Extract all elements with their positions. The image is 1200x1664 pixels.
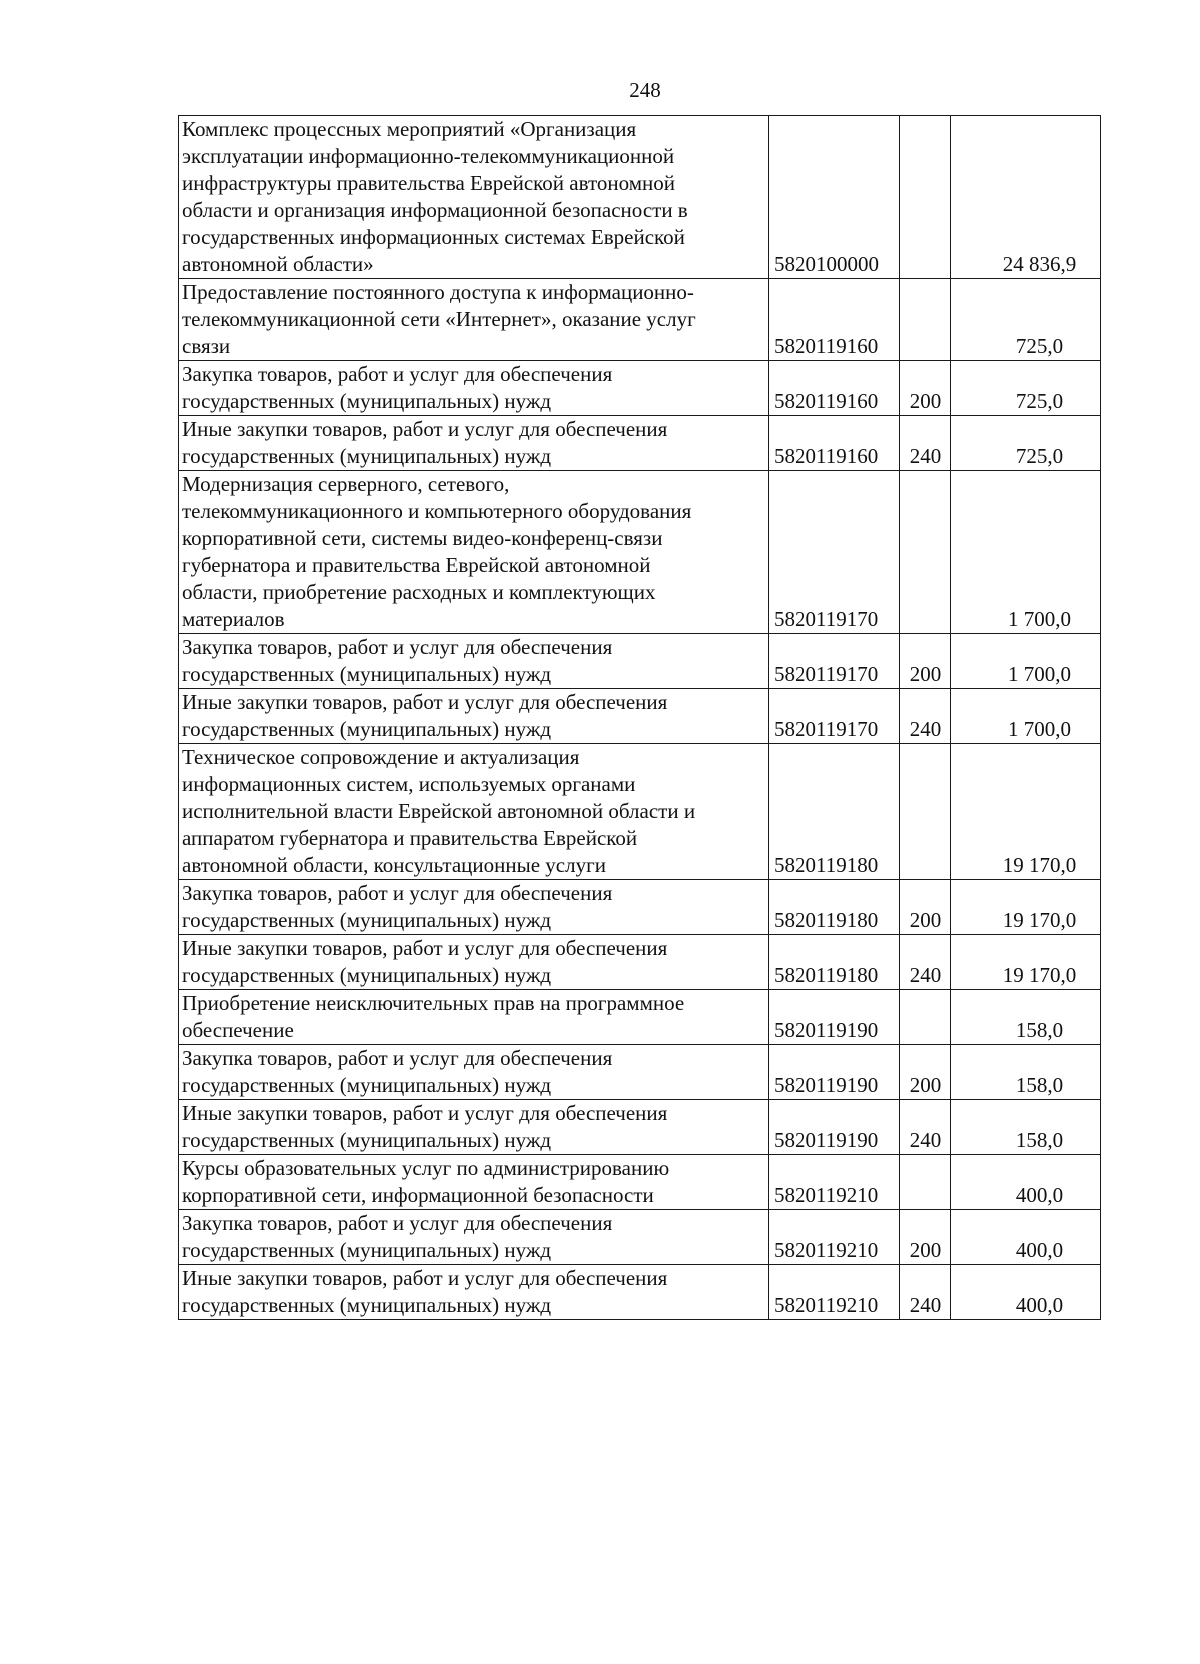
amount-cell: 400,0 (951, 1155, 1101, 1210)
row-description (179, 744, 769, 880)
target-code-cell: 5820119190 (769, 1100, 900, 1155)
row-description (179, 471, 769, 634)
amount-cell: 1 700,0 (951, 471, 1101, 634)
table-row (179, 634, 1101, 689)
table-row (179, 1265, 1101, 1320)
description-line: Иные закупки товаров, работ и услуг для обеспечения (182, 417, 668, 441)
table-row (179, 361, 1101, 416)
description-line: информационных систем, используемых органами (182, 772, 636, 796)
table-row (179, 1155, 1101, 1210)
row-description (179, 1100, 769, 1155)
description-line: исполнительной власти Еврейской автономной области и (182, 799, 696, 823)
target-code-cell: 5820119210 (769, 1210, 900, 1265)
description-line: Курсы образовательных услуг по администрированию (182, 1156, 670, 1180)
description-line: телекоммуникационной сети «Интернет», оказание услуг (182, 307, 696, 331)
table-row (179, 471, 1101, 634)
amount-cell: 158,0 (951, 1045, 1101, 1100)
description-line: государственных (муниципальных) нужд (182, 1128, 552, 1152)
table-row (179, 116, 1101, 279)
expense-type-cell: 200 (900, 1045, 951, 1100)
table-row (179, 689, 1101, 744)
row-description (179, 880, 769, 935)
description-line: Иные закупки товаров, работ и услуг для обеспечения (182, 1266, 668, 1290)
page-number: 248 (629, 78, 661, 102)
amount-cell: 725,0 (951, 361, 1101, 416)
description-line: инфраструктуры правительства Еврейской автономной (182, 171, 676, 195)
description-line: области и организация информационной безопасности в (182, 198, 688, 222)
description-line: Закупка товаров, работ и услуг для обеспечения (182, 1046, 613, 1070)
description-line: государственных (муниципальных) нужд (182, 662, 552, 686)
description-line: телекоммуникационного и компьютерного оборудования (182, 499, 692, 523)
table-row (179, 744, 1101, 880)
expense-type-cell (900, 279, 951, 361)
description-line: корпоративной сети, системы видео-конференц-связи (182, 526, 663, 550)
target-code-cell: 5820119180 (769, 880, 900, 935)
amount-cell: 1 700,0 (951, 634, 1101, 689)
description-line: автономной области» (182, 252, 374, 276)
amount-cell: 19 170,0 (951, 935, 1101, 990)
row-description (179, 116, 769, 279)
description-line: области, приобретение расходных и комплектующих (182, 580, 656, 604)
description-line: губернатора и правительства Еврейской автономной (182, 553, 651, 577)
description-line: обеспечение (182, 1018, 294, 1042)
table-row (179, 416, 1101, 471)
target-code-cell: 5820119180 (769, 935, 900, 990)
expense-type-cell: 240 (900, 1265, 951, 1320)
expense-type-cell: 200 (900, 880, 951, 935)
target-code-cell: 5820119170 (769, 471, 900, 634)
description-line: Приобретение неисключительных прав на программное (182, 991, 685, 1015)
amount-cell: 400,0 (951, 1210, 1101, 1265)
target-code-cell: 5820119180 (769, 744, 900, 880)
amount-cell: 725,0 (951, 416, 1101, 471)
description-line: Закупка товаров, работ и услуг для обеспечения (182, 881, 613, 905)
description-line: государственных (муниципальных) нужд (182, 908, 552, 932)
target-code-cell: 5820119210 (769, 1265, 900, 1320)
amount-cell: 400,0 (951, 1265, 1101, 1320)
target-code-cell: 5820119160 (769, 279, 900, 361)
description-line: Иные закупки товаров, работ и услуг для обеспечения (182, 936, 668, 960)
target-code-cell: 5820119190 (769, 1045, 900, 1100)
description-line: корпоративной сети, информационной безопасности (182, 1183, 654, 1207)
row-description (179, 634, 769, 689)
description-line: государственных (муниципальных) нужд (182, 1073, 552, 1097)
description-line: материалов (182, 607, 285, 631)
description-line: государственных (муниципальных) нужд (182, 1238, 552, 1262)
description-line: Техническое сопровождение и актуализация (182, 745, 580, 769)
row-description (179, 1265, 769, 1320)
expense-type-cell: 200 (900, 1210, 951, 1265)
target-code-cell: 5820119170 (769, 634, 900, 689)
description-line: государственных (муниципальных) нужд (182, 389, 552, 413)
description-line: Модернизация серверного, сетевого, (182, 472, 510, 496)
amount-cell: 158,0 (951, 1100, 1101, 1155)
expense-type-cell: 240 (900, 935, 951, 990)
description-line: государственных информационных системах Еврейской (182, 225, 685, 249)
description-line: государственных (муниципальных) нужд (182, 444, 552, 468)
expense-type-cell (900, 116, 951, 279)
expense-type-cell (900, 1155, 951, 1210)
amount-cell: 19 170,0 (951, 744, 1101, 880)
description-line: государственных (муниципальных) нужд (182, 717, 552, 741)
expense-type-cell: 200 (900, 361, 951, 416)
description-line: Закупка товаров, работ и услуг для обеспечения (182, 1211, 613, 1235)
row-description (179, 990, 769, 1045)
row-description (179, 689, 769, 744)
expense-type-cell: 240 (900, 416, 951, 471)
amount-cell: 158,0 (951, 990, 1101, 1045)
description-line: эксплуатации информационно-телекоммуникационной (182, 144, 675, 168)
table-body (179, 116, 1101, 1320)
description-line: связи (182, 334, 231, 358)
expense-type-cell: 240 (900, 689, 951, 744)
target-code-cell: 5820119170 (769, 689, 900, 744)
row-description (179, 279, 769, 361)
table-row (179, 279, 1101, 361)
description-line: аппаратом губернатора и правительства Еврейской (182, 826, 638, 850)
target-code-cell: 5820100000 (769, 116, 900, 279)
amount-cell: 725,0 (951, 279, 1101, 361)
row-description (179, 1155, 769, 1210)
description-line: Комплекс процессных мероприятий «Организация (182, 117, 637, 141)
table-row (179, 1045, 1101, 1100)
target-code-cell: 5820119210 (769, 1155, 900, 1210)
description-line: Предоставление постоянного доступа к информационно- (182, 280, 694, 304)
target-code-cell: 5820119160 (769, 416, 900, 471)
amount-cell: 24 836,9 (951, 116, 1101, 279)
expense-type-cell: 200 (900, 634, 951, 689)
expense-type-cell (900, 744, 951, 880)
amount-cell: 19 170,0 (951, 880, 1101, 935)
table-row (179, 990, 1101, 1045)
description-line: государственных (муниципальных) нужд (182, 1293, 552, 1317)
table-row (179, 1100, 1101, 1155)
table-row (179, 935, 1101, 990)
expense-type-cell (900, 471, 951, 634)
description-line: Закупка товаров, работ и услуг для обеспечения (182, 362, 613, 386)
expense-type-cell (900, 990, 951, 1045)
row-description (179, 416, 769, 471)
target-code-cell: 5820119190 (769, 990, 900, 1045)
description-line: Иные закупки товаров, работ и услуг для обеспечения (182, 690, 668, 714)
description-line: Иные закупки товаров, работ и услуг для обеспечения (182, 1101, 668, 1125)
target-code-cell: 5820119160 (769, 361, 900, 416)
description-line: Закупка товаров, работ и услуг для обеспечения (182, 635, 613, 659)
table-row (179, 1210, 1101, 1265)
budget-table (178, 115, 1101, 1320)
expense-type-cell: 240 (900, 1100, 951, 1155)
description-line: государственных (муниципальных) нужд (182, 963, 552, 987)
table-row (179, 880, 1101, 935)
row-description (179, 361, 769, 416)
row-description (179, 1045, 769, 1100)
row-description (179, 1210, 769, 1265)
row-description (179, 935, 769, 990)
description-line: автономной области, консультационные услуги (182, 853, 606, 877)
amount-cell: 1 700,0 (951, 689, 1101, 744)
